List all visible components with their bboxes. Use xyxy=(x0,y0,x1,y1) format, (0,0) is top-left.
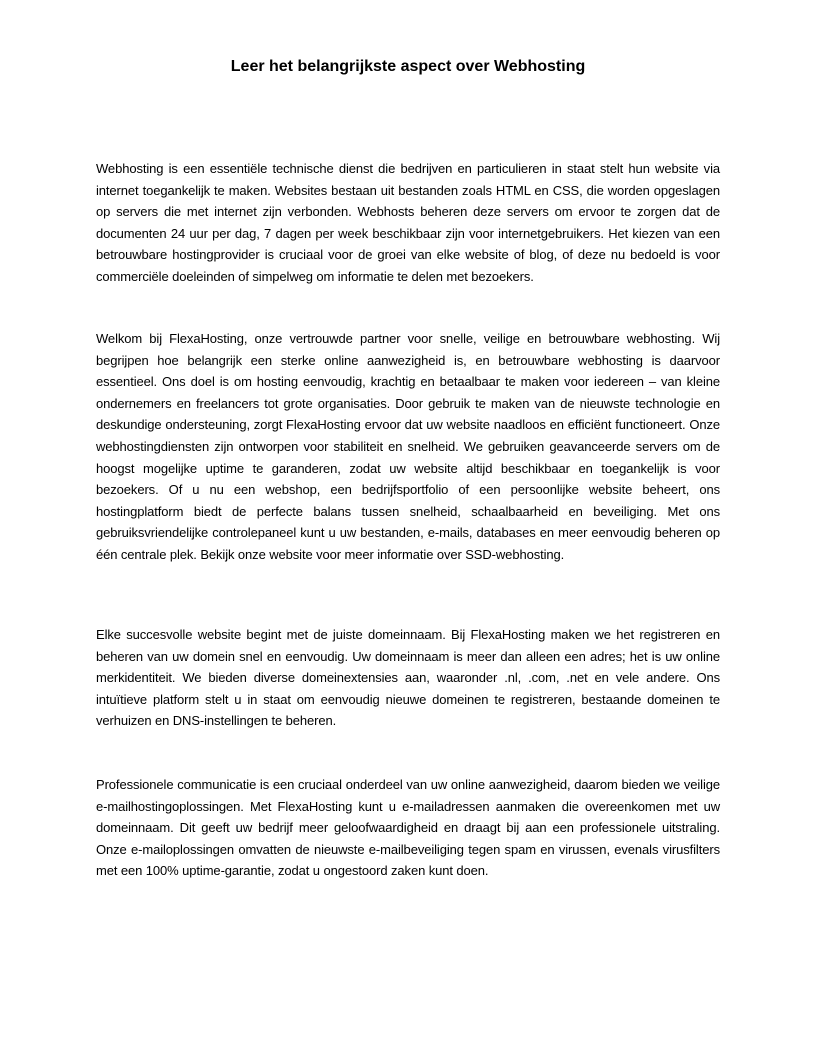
paragraph-webhosting-intro: Webhosting is een essentiële technische dienst die bedrijven en particulieren in staat stelt hun website via internet toegankelijk te maken. Websites bestaan uit bestanden zoals HTML en CSS, die worden opgeslagen op servers die met internet zijn verbonden. Webhosts beheren deze servers om ervoor te zorgen dat de documenten 24 uur per dag, 7 dagen per week beschikbaar zijn voor internetgebruikers. Het kiezen van een betrouwbare hostingprovider is cruciaal voor de groei van elke website of blog, of deze nu bedoeld is voor commerciële doeleinden of simpelweg om informatie te delen met bezoekers. xyxy=(96,161,720,284)
paragraph-domain-names: Elke succesvolle website begint met de juiste domeinnaam. Bij FlexaHosting maken we het registreren en beheren van uw domein snel en eenvoudig. Uw domeinnaam is meer dan alleen een adres; het is uw online merkidentiteit. We bieden diverse domeinextensies aan, waaronder .nl, .com, .net en vele andere. Ons intuïtieve platform stelt u in staat om eenvoudig nieuwe domeinen te registreren, bestaande domeinen te verhuizen en DNS-instellingen te beheren. xyxy=(96,627,720,729)
paragraph-email-hosting: Professionele communicatie is een cruciaal onderdeel van uw online aanwezigheid, daarom bieden we veilige e-mailhostingoplossingen. Met FlexaHosting kunt u e-mailadressen aanmaken die overeenkomen met uw domeinnaam. Dit geeft uw bedrijf meer geloofwaardigheid en draagt bij aan een professionele uitstraling. Onze e-mailoplossingen omvatten de nieuwste e-mailbeveiliging tegen spam en virussen, evenals virusfilters met een 100% uptime-garantie, zodat u ongestoord zaken kunt doen. xyxy=(96,777,720,879)
paragraph-flexahosting-welcome: Welkom bij FlexaHosting, onze vertrouwde partner voor snelle, veilige en betrouwbare webhosting. Wij begrijpen hoe belangrijk een sterke online aanwezigheid is, en betrouwbare webhosting is daarvoor essentieel. Ons doel is om hosting eenvoudig, krachtig en betaalbaar te maken voor iedereen – van kleine ondernemers en freelancers tot grote organisaties. Door gebruik te maken van de nieuwste technologie en deskundige ondersteuning, zorgt FlexaHosting ervoor dat uw website naadloos en efficiënt functioneert. Onze webhostingdiensten zijn ontworpen voor stabiliteit en snelheid. We gebruiken geavanceerde servers om de hoogst mogelijke uptime te garanderen, zodat uw website altijd beschikbaar en toegankelijk is voor bezoekers. Of u nu een webshop, een bedrijfsportfolio of een persoonlijke website beheert, ons hostingplatform biedt de perfecte balans tussen snelheid, schaalbaarheid en beveiliging. Met ons gebruiksvriendelijke controlepaneel kunt u uw bestanden, e-mails, databases en meer eenvoudig beheren op één centrale plek. Bekijk onze website voor meer informatie over SSD-webhosting. xyxy=(96,331,720,562)
page-title: Leer het belangrijkste aspect over Webhosting xyxy=(230,58,586,75)
